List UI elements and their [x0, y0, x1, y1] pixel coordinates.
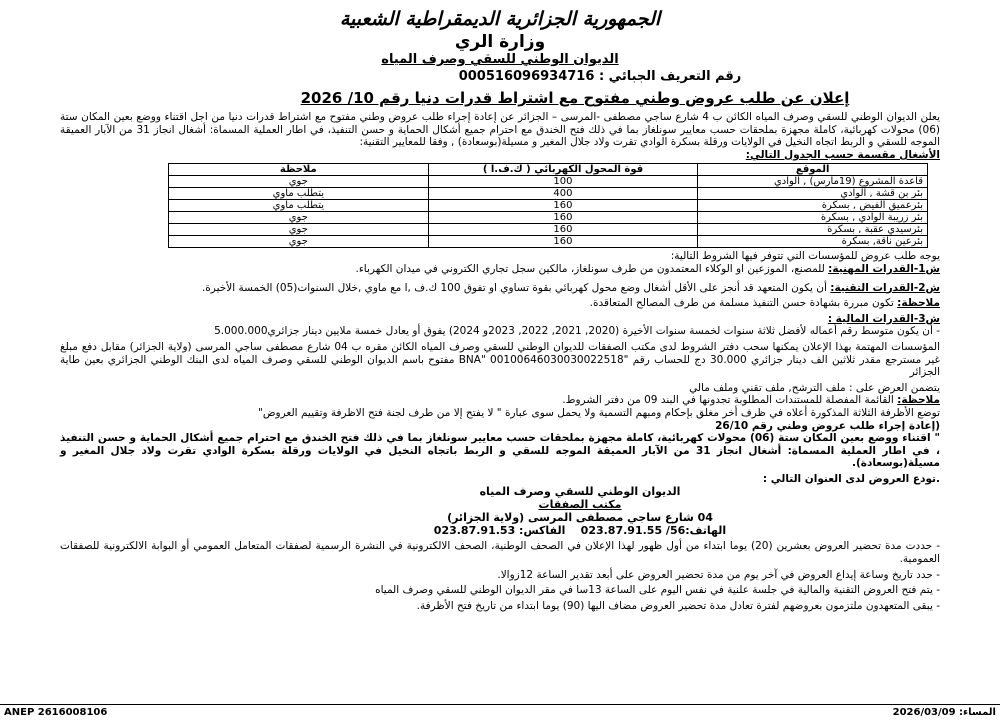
address-bureau: مكتب الصفقات [538, 498, 622, 512]
office-header: الديوان الوطني للسقي وصرف المياه [381, 52, 619, 67]
table-intro: الأشغال مقسمة حسب الجدول التالي: [745, 148, 940, 161]
republic-header: الجمهورية الجزائرية الديمقراطية الشعبية [339, 8, 661, 30]
bullet-opening: - يتم فتح العروض التقنية والمالية في جلسة علنية في نفس اليوم على الساعة 13سا في مقر الديوان الوطني للسقي وصرف المياه [375, 584, 940, 597]
cell-site: بئر بن قشة , الوادي [698, 188, 928, 200]
condition-2 [60, 282, 940, 295]
cell-power: 160 [428, 236, 698, 248]
condition-1 [60, 263, 940, 276]
cell-site: بئرعين ناقة, بسكرة [698, 236, 928, 248]
address-street: 04 شارع ساجي مصطفى المرسى (ولاية الجزائر) [447, 511, 713, 525]
announcement-title: إعلان عن طلب عروض وطني مفتوح مع اشتراط قدرات دنيا رقم 10/ 2026 [300, 89, 850, 107]
cell-note: جوي [169, 212, 429, 224]
table-header-row [169, 164, 928, 176]
cell-power: 160 [428, 212, 698, 224]
cell-note: جوي [169, 176, 429, 188]
condition-3-text: - أن يكون متوسط رقم أعماله لأفضل ثلاثة سنوات لخمسة سنوات الأخيرة (2020, 2021, 2022, 2023و 2024) يفوق أو يعادل خمسة ملايين دينار جزائري5.000.000 [214, 325, 940, 338]
withdraw-paragraph: المؤسسات المهتمة بهذا الإعلان يمكنها سحب دفتر الشروط لدى مكتب الصفقات للديوان الوطني للسقي وصرف المياه الكائن مقره ب 04 شارع مصطفى ساجي المرسى (ولاية الجزائر) مقابل دفع مبلغ غير مسترجع مقدر ثلاثين الف دينار جزائري 30.000 دج للحساب رقم "BNA" 00100646030030022518 مفتوح باسم الديوان الوطني للسقي وصرف المياه لدى البنك الوطني الجزائري بعين طاية الجزائر [60, 340, 940, 379]
note-1 [60, 297, 940, 310]
tax-id-value: 000516096934716 [458, 69, 595, 84]
table-row [169, 236, 928, 248]
cell-site: بئرسيدي عقبة , بسكرة [698, 224, 928, 236]
bullet-validity: - يبقى المتعهدون ملتزمون بعروضهم لفترة تعادل مدة تحضير العروض مضاف اليها (90) يوما ابتداء من تاريخ فتح الأظرفة. [416, 599, 940, 612]
condition-2-label: ش2-القدرات التقنية: [830, 281, 940, 294]
redo-object: " اقتناء ووضع بعين المكان ستة (06) محولات كهربائية، كاملة مجهزة بملحقات حسب معايير سونلغاز بما في ذلك فتح الخندق مع احترام جميع أشكال الحماية و حسن التنفيذ ، في اطار العملية المسماة: أشغال انجاز 31 من الآبار العميقة الموجه للسقي و الربط باتجاه النخيل في الولايات ورقلة بسكرة الوادي تقرت ولاد جلال المغير و مسيلة(بوسعادة). [60, 432, 940, 470]
condition-1-text: للمصنع، الموزعين او الوكلاء المعتمدون من طرف سونلغاز، مالكين سجل تجاري الكتروني في ميدان الكهرباء. [355, 262, 825, 275]
cell-power: 400 [428, 188, 698, 200]
tax-id-label: رقم التعريف الجبائي : [598, 69, 742, 84]
bullet-prep-period: - حددت مدة تحضير العروض بعشرين (20) يوما ابتداء من أول ظهور لهذا الإعلان في الصحف الوطنية، الصحف الالكترونية في النشرة الرسمية لصفقات المتعامل العمومي أو البوابة الالكترونية للصفقات العمومية. [60, 540, 941, 566]
condition-2-text: أن يكون المتعهد قد أنجز على الأقل أشغال وضع محول كهربائي بقوة تساوي او تفوق 100 ك.ف ,ا مع ماوي ,خلال السنوات(05) الخمسة الأخيرة. [201, 281, 827, 294]
condition-3-label: ش3-القدرات المالية : [827, 312, 940, 325]
page-footer [0, 704, 1000, 720]
cell-site: بئر زريبة الوادي , بسكرة [698, 212, 928, 224]
note-2 [60, 394, 940, 407]
tax-id [260, 68, 940, 86]
note-1-text: تكون مبررة بشهادة حسن التنفيذ مسلمة من طرف المصالح المتعاقدة. [589, 297, 894, 310]
conditions-intro: يوجه طلب عروض للمؤسسات التي تتوفر فيها الشروط التالية: [670, 250, 940, 263]
deposit-intro: .تودع العروض لدى العنوان التالي : [762, 472, 940, 485]
table-row [169, 188, 928, 200]
cell-note: يتطلب ماوي [169, 188, 429, 200]
address-contacts [220, 524, 940, 537]
anep-reference: ANEP 2616008106 [4, 707, 108, 718]
works-table [168, 163, 928, 248]
note-2-text: القائمة المفصلة للمستندات المطلوبة تجدونها في البند 09 من دفتر الشروط. [562, 394, 894, 407]
deposit-address [220, 485, 940, 537]
table-row [169, 200, 928, 212]
cell-site: بئرعميق الفيض , بسكرة [698, 200, 928, 212]
col-power: قوة المحول الكهربائي ( ك.ف.ا ) [428, 164, 698, 176]
table-row [169, 224, 928, 236]
address-office: الديوان الوطني للسقي وصرف المياه [479, 485, 681, 499]
cell-power: 100 [428, 176, 698, 188]
cell-note: جوي [169, 224, 429, 236]
publication-date: المساء: 2026/03/09 [892, 707, 996, 718]
table-row [169, 212, 928, 224]
cell-power: 160 [428, 224, 698, 236]
col-note: ملاحظة [169, 164, 429, 176]
note-2-label: ملاحظة: [897, 394, 940, 407]
table-row [169, 176, 928, 188]
redo-line: (إعادة إجراء طلب عروض وطني رقم 26/10 [715, 419, 940, 432]
intro-paragraph: يعلن الديوان الوطني للسقي وصرف المياه الكائن ب 4 شارع ساجي مصطفى -المرسى – الجزائر عن إعادة إجراء طلب عروض وطني مفتوح مع اشتراط قدرات دنيا من اجل اقتناء ووضع بعين المكان ستة (06) محولات كهربائية، كاملة مجهزة بملحقات حسب معايير سونلغاز بما في ذلك فتح الخندق مع احترام جميع أشكال الحماية و حسن التنفيذ، في اطار العملية المسماة: أشغال انجاز 31 من الآبار العميقة الموجه للسقي و الربط اتجاه النخيل في الولايات ورقلة بسكرة الوادي تقرت ولاد جلال المغير و مسيلة(بوسعادة) , وفقا للمعايير التقنية: [60, 111, 940, 149]
note-1-label: ملاحظة: [897, 297, 940, 310]
envelope-paragraph: توضع الأظرفة الثلاثة المذكورة أعلاه في ظرف أخر مغلق بإحكام ومبهم التسمية ولا يحمل سوى عبارة " لا يفتح إلا من طرف لجنة فتح الاظرفة وتقييم العروض" [258, 406, 940, 419]
cell-note: يتطلب ماوي [169, 200, 429, 212]
offer-contents: يتضمن العرض على : ملف الترشح, ملف تقني وملف مالي [689, 381, 940, 394]
address-phone: الهاتف:56/ 023.87.91.55 [580, 524, 727, 538]
ministry-header: وزارة الري [454, 32, 546, 52]
col-site: الموقع [698, 164, 928, 176]
address-fax: الفاكس: 023.87.91.53 [433, 524, 566, 538]
condition-1-label: ش1-القدرات المهنية: [828, 262, 940, 275]
cell-note: جوي [169, 236, 429, 248]
cell-site: قاعدة المشروع (19مارس) , الوادي [698, 176, 928, 188]
cell-power: 160 [428, 200, 698, 212]
bullet-deposit-date: - حدد تاريخ وساعة إيداع العروض في آخر يوم من مدة تحضير العروض على أبعد تقدير الساعة 12زوالا. [497, 568, 940, 581]
